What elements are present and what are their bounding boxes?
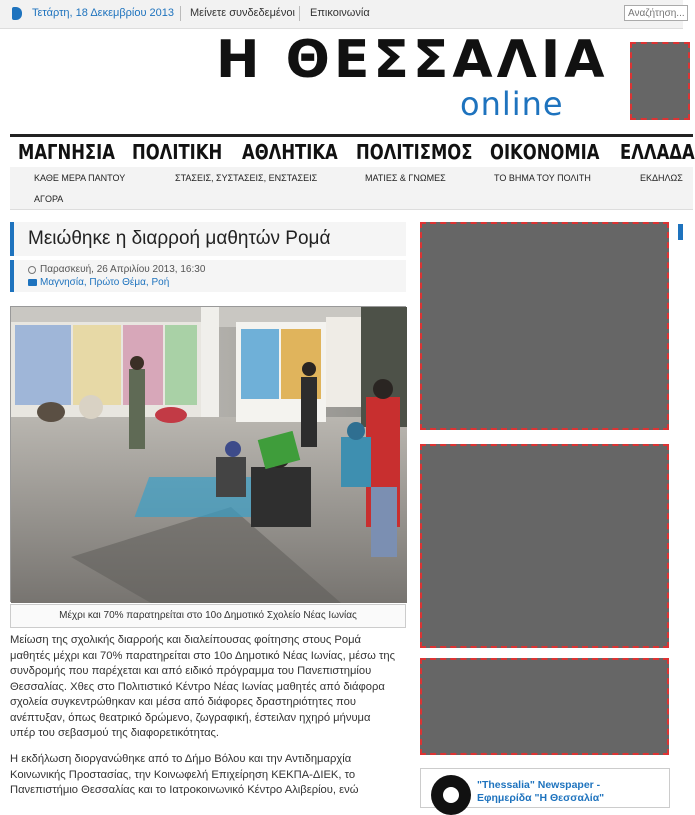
text-line: Η εκδήλωση διοργανώθηκε από το Δήμο Βόλου και την Αντιδημαρχία xyxy=(10,753,352,765)
article-paragraph-2 xyxy=(10,752,410,799)
main-nav xyxy=(10,134,693,171)
text-line: Θεσσαλίας. Χθες στο Πολιτιστικό Κέντρο Νέας Ιωνίας μαθητές από διάφορα xyxy=(10,680,385,693)
nav-item-politiki[interactable]: ΠΟΛΙΤΙΚΗ xyxy=(132,140,223,164)
subnav-item[interactable]: ΚΑΘΕ ΜΕΡΑ ΠΑΝΤΟΥ xyxy=(34,173,126,183)
article-date: Παρασκευή, 26 Απριλίου 2013, 16:30 xyxy=(40,264,206,275)
current-date: Τετάρτη, 18 Δεκεμβρίου 2013 xyxy=(32,7,175,19)
widget-title[interactable]: "Thessalia" Newspaper - xyxy=(477,779,601,791)
subnav-item[interactable]: ΜΑΤΙΕΣ & ΓΝΩΜΕΣ xyxy=(365,173,446,183)
subnav-item[interactable]: ΤΟ ΒΗΜΑ ΤΟΥ ΠΟΛΙΤΗ xyxy=(494,173,591,183)
photo-caption: Μέχρι και 70% παρατηρείται στο 10ο Δημοτικό Σχολείο Νέας Ιωνίας xyxy=(59,610,357,621)
top-bar xyxy=(0,0,683,29)
site-logo-title[interactable]: Η ΘΕΣΣΑΛΙΑ xyxy=(216,30,609,90)
article-meta xyxy=(10,260,406,292)
text-line: Κοινωνικής Προστασίας, την Κοινωφελή Επιχείρηση ΚΕΚΠΑ-ΔΙΕΚ, το xyxy=(10,768,356,781)
ad-banner-top[interactable] xyxy=(630,42,690,120)
nav-item-magnisia[interactable]: ΜΑΓΝΗΣΙΑ xyxy=(18,140,115,164)
search-input[interactable] xyxy=(624,5,688,21)
article-photo xyxy=(10,306,406,602)
flag-icon xyxy=(12,7,22,20)
text-line: συνδρομής που παρέχεται και από ειδικό πρόγραμμα του Πανεπιστημίου xyxy=(10,665,372,677)
text-line: σχολεία συγκεντρώθηκαν και μέσα από διάφορες δραστηριότητες που xyxy=(10,696,356,708)
sidebar-accent xyxy=(678,224,683,240)
newspaper-logo-icon xyxy=(431,775,471,815)
sub-nav xyxy=(10,167,693,210)
ad-sidebar-3[interactable] xyxy=(420,658,669,755)
nav-item-politismos[interactable]: ΠΟΛΙΤΙΣΜΟΣ xyxy=(356,140,473,164)
divider xyxy=(299,6,300,21)
folder-icon xyxy=(28,279,37,286)
text-line: υπέρ του σεβασμού της διαφορετικότητας. xyxy=(10,727,220,739)
nav-item-oikonomia[interactable]: ΟΙΚΟΝΟΜΙΑ xyxy=(490,140,600,164)
text-line: ανέπτυξαν, όπως θεατρικό δρώμενο, ζωγραφική, έστειλαν ηχηρό μήνυμα xyxy=(10,711,371,724)
article-paragraph-1 xyxy=(10,633,410,742)
nav-item-ellada[interactable]: ΕΛΛΑΔΑ xyxy=(620,140,695,164)
widget-subtitle[interactable]: Εφημερίδα "Η Θεσσαλία" xyxy=(477,792,605,804)
site-logo-subtitle[interactable]: online xyxy=(460,85,564,123)
article-title: Μειώθηκε η διαρροή μαθητών Ρομά xyxy=(28,228,331,249)
text-line: μαθητές μέχρι και 70% παρατηρείται στο 10ο Δημοτικό Νέας Ιωνίας, μέσω της xyxy=(10,649,396,662)
text-line: Πανεπιστήμιο Θεσσαλίας και το Ιατροκοινωνικό Κέντρο Αλιβερίου, ενώ xyxy=(10,784,359,796)
nav-item-athlitika[interactable]: ΑΘΛΗΤΙΚΑ xyxy=(242,140,338,164)
article-title-box xyxy=(10,222,406,256)
newspaper-widget[interactable] xyxy=(420,768,670,808)
stay-connected-link[interactable]: Μείνετε συνδεδεμένοι xyxy=(190,7,295,19)
subnav-item[interactable]: ΕΚΔΗΛΩΣ xyxy=(640,173,683,183)
clock-icon xyxy=(28,266,36,274)
text-line: Μείωση της σχολικής διαρροής και διαλείπουσας φοίτησης στους Ρομά xyxy=(10,634,362,646)
subnav-item[interactable]: ΑΓΟΡΑ xyxy=(34,194,64,204)
photo-caption-box xyxy=(10,604,406,628)
divider xyxy=(180,6,181,21)
ad-sidebar-2[interactable] xyxy=(420,444,669,648)
ad-sidebar-1[interactable] xyxy=(420,222,669,430)
subnav-item[interactable]: ΣΤΑΣΕΙΣ, ΣΥΣΤΑΣΕΙΣ, ΕΝΣΤΑΣΕΙΣ xyxy=(175,173,318,183)
contact-link[interactable]: Επικοινωνία xyxy=(310,7,370,19)
article-categories[interactable]: Μαγνησία, Πρώτο Θέμα, Ροή xyxy=(40,277,170,288)
